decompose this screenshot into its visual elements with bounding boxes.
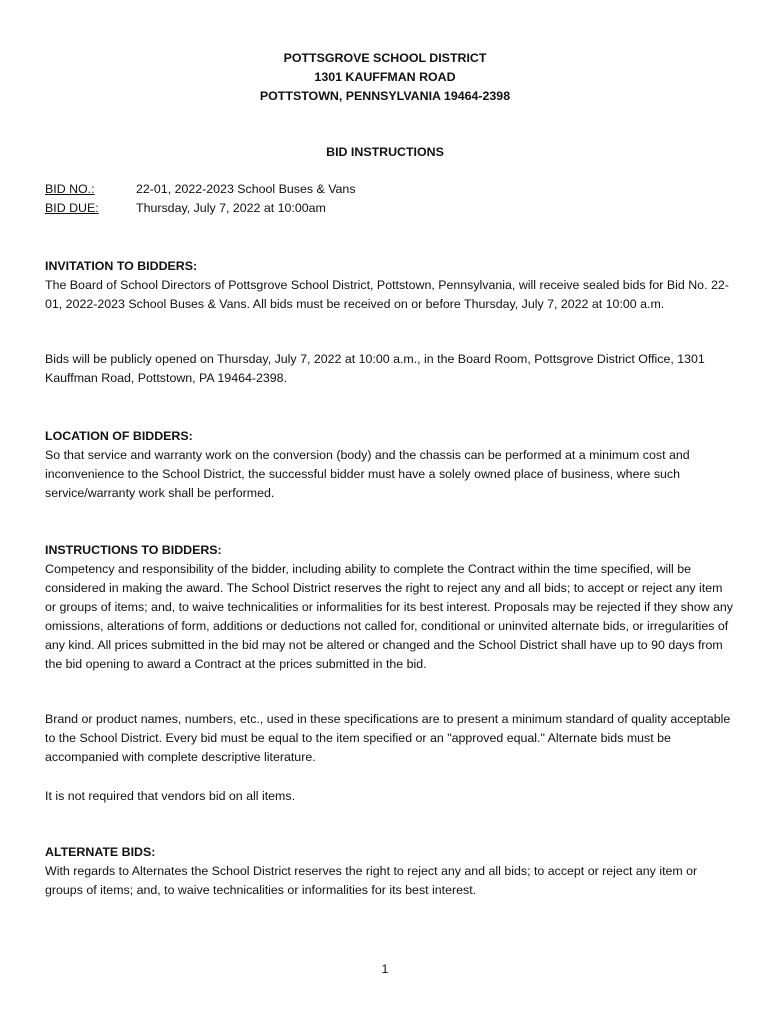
bid-number-row <box>45 180 356 199</box>
bid-number-label: BID NO.: <box>45 182 95 196</box>
location-section <box>45 427 735 503</box>
invitation-heading: INVITATION TO BIDDERS: <box>45 259 198 273</box>
instructions-paragraph-2: Brand or product names, numbers, etc., used in these specifications are to present a minimum standard of quality acceptable to the School District. Every bid must be equal to the item specified or an "approved equal." Alternate bids must be accompanied with complete descriptive literature. <box>45 712 731 764</box>
district-name: POTTSGROVE SCHOOL DISTRICT <box>283 51 487 65</box>
alternate-heading: ALTERNATE BIDS: <box>45 845 156 859</box>
bid-due-row <box>45 199 356 218</box>
letterhead <box>0 49 770 106</box>
bid-number-value: 22-01, 2022-2023 School Buses & Vans <box>136 182 356 196</box>
invitation-opening-section <box>45 350 735 388</box>
district-street: 1301 KAUFFMAN ROAD <box>314 70 456 84</box>
instructions-section <box>45 541 735 674</box>
bid-due-label: BID DUE: <box>45 201 99 215</box>
instructions-paragraph-3: It is not required that vendors bid on all items. <box>45 789 296 803</box>
invitation-section <box>45 257 735 314</box>
instructions-paragraph-1: Competency and responsibility of the bidder, including ability to complete the Contract within the time specified, will be considered in making the award. The School District reserves the right to reject any and all bids; to accept or reject any item or groups of items; and, to waive technicalities or informalities for its best interest. Proposals may be rejected if they show any omissions, alterations of form, additions or deductions not called for, conditional or uninvited alternate bids, or irregularities of any kind. All prices submitted in the bid may not be altered or changed and the School District shall have up to 90 days from the bid opening to award a Contract at the prices submitted in the bid. <box>45 562 733 671</box>
district-city: POTTSTOWN, PENNSYLVANIA 19464-2398 <box>259 89 511 103</box>
bid-due-value: Thursday, July 7, 2022 at 10:00am <box>136 201 326 215</box>
location-heading: LOCATION OF BIDDERS: <box>45 429 193 443</box>
invitation-paragraph-2: Bids will be publicly opened on Thursday, July 7, 2022 at 10:00 a.m., in the Board Room, Pottsgrove District Office, 1301 Kauffman Road, Pottstown, PA 19464-2398. <box>45 352 705 385</box>
instructions-heading: INSTRUCTIONS TO BIDDERS: <box>45 543 222 557</box>
invitation-paragraph-1: The Board of School Directors of Pottsgrove School District, Pottstown, Pennsylvania, will receive sealed bids for Bid No. 22-01, 2022-2023 School Buses & Vans. All bids must be received on or before Thursday, July 7, 2022 at 10:00 a.m. <box>45 278 729 311</box>
document-title: BID INSTRUCTIONS <box>326 145 444 159</box>
alternate-paragraph: With regards to Alternates the School District reserves the right to reject any and all bids; to accept or reject any item or groups of items; and, to waive technicalities or informalities for its best interest. <box>45 864 698 897</box>
vendors-section <box>45 787 735 806</box>
alternate-section <box>45 843 735 900</box>
location-paragraph: So that service and warranty work on the conversion (body) and the chassis can be performed at a minimum cost and inconvenience to the School District, the successful bidder must have a solely owned place of business, where such service/warranty work shall be performed. <box>45 448 690 500</box>
page-number: 1 <box>381 962 389 976</box>
bid-info <box>45 180 356 218</box>
brand-section <box>45 710 735 767</box>
